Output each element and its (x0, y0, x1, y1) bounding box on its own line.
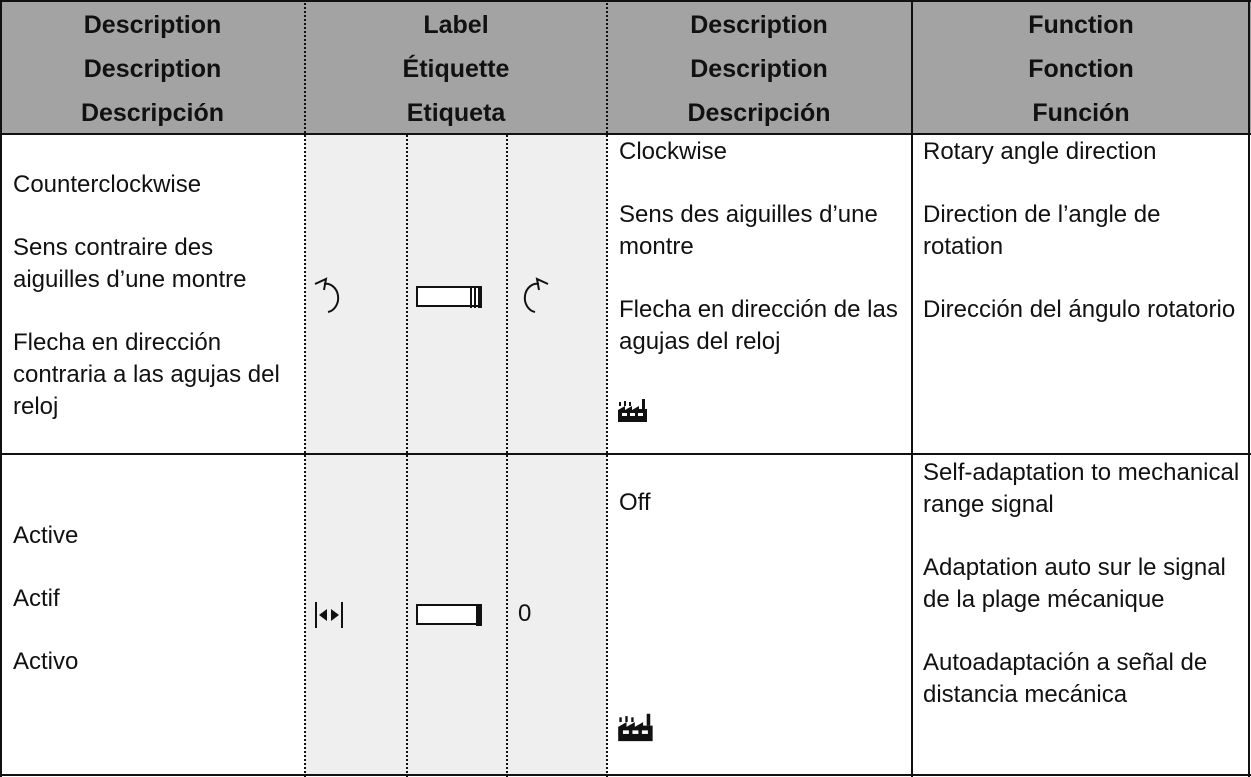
description-text: Sens contraire des aiguilles d’une montre (13, 234, 247, 293)
description-text: Activo (13, 648, 79, 675)
table-border-right (1248, 0, 1250, 777)
row1-description-left (13, 169, 298, 423)
header-text: Description (690, 55, 828, 83)
header-text: Description (83, 11, 222, 39)
header-text: Función (1032, 99, 1130, 127)
header-text: Description (83, 55, 222, 83)
function-text: Adaptation auto sur le signal de la plage mécanique (923, 554, 1226, 613)
header-text: Label (423, 11, 489, 39)
header-text: Description (690, 11, 828, 39)
dotted-divider (606, 0, 608, 777)
switch-position-value: 0 (518, 600, 532, 627)
counterclockwise-arrow-icon (312, 276, 348, 316)
table-border-top (0, 0, 1251, 2)
header-function (911, 0, 1251, 133)
description-text: Counterclockwise (13, 171, 202, 198)
header-text: Descripción (687, 99, 831, 127)
dotted-divider (304, 0, 306, 777)
header-description-left (0, 0, 305, 133)
header-text: Fonction (1028, 55, 1134, 83)
dotted-divider (406, 135, 408, 777)
description-text: Active (13, 522, 79, 549)
clockwise-arrow-icon (515, 276, 551, 316)
header-divider (0, 133, 1251, 135)
function-text: Autoadaptación a señal de distancia mecánica (923, 649, 1208, 708)
dotted-divider (506, 135, 508, 777)
range-adaptation-icon (313, 600, 345, 630)
header-text: Étiquette (402, 55, 510, 83)
column-divider (911, 0, 913, 777)
header-text: Etiqueta (406, 99, 506, 127)
description-text: Flecha en dirección de las agujas del reloj (619, 296, 898, 355)
description-text: Actif (13, 585, 60, 612)
function-text: Direction de l’angle de rotation (923, 201, 1161, 260)
switch-slider-icon (416, 603, 484, 627)
header-text: Descripción (80, 99, 225, 127)
row2-description-right (619, 487, 907, 519)
row1-function (923, 136, 1243, 326)
description-text: Off (619, 489, 651, 516)
factory-default-icon (617, 398, 649, 424)
header-description-right (607, 0, 911, 133)
switch-slider-icon (416, 285, 484, 309)
header-text: Function (1028, 11, 1134, 39)
description-text: Sens des aiguilles d’une montre (619, 201, 878, 260)
description-text: Clockwise (619, 138, 728, 165)
row2-function (923, 457, 1245, 711)
table-border-bottom (0, 774, 1251, 776)
function-text: Self-adaptation to mechanical range signal (923, 459, 1240, 518)
row1-description-right (619, 136, 907, 358)
row-divider (0, 453, 1251, 455)
row2-description-left (13, 520, 298, 678)
function-text: Dirección del ángulo rotatorio (923, 296, 1236, 323)
factory-default-icon (617, 712, 655, 744)
table-border-left (0, 0, 2, 777)
header-label (305, 0, 607, 133)
function-text: Rotary angle direction (923, 138, 1157, 165)
description-text: Flecha en dirección contraria a las agujas del reloj (13, 329, 280, 420)
